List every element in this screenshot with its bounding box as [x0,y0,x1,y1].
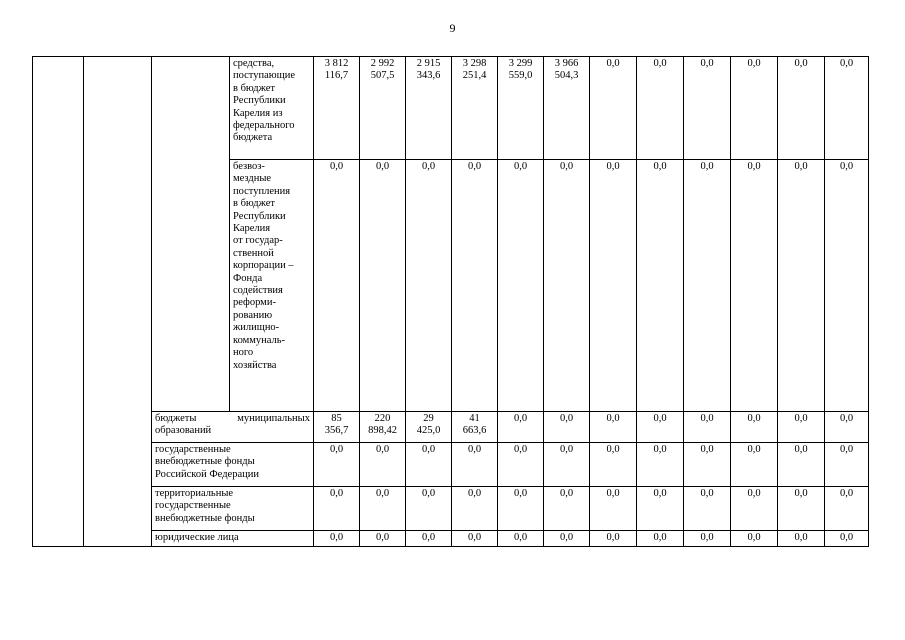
table-cell: 0,0 [778,531,825,547]
table-cell: 3 966 504,3 [544,57,590,160]
table-cell: 0,0 [452,487,498,531]
table-cell: 0,0 [590,412,637,443]
row-label: государственные внебюджетные фонды Российской Федерации [152,443,314,487]
table-cell: 0,0 [637,487,684,531]
row-label: средства, поступающие в бюджет Республики Карелия из федерального бюджета [230,57,314,160]
blank-cell [84,57,152,547]
row-label: бюджеты муниципальных образований [152,412,314,443]
table-cell: 0,0 [544,487,590,531]
table-cell: 0,0 [360,160,406,412]
table-cell: 0,0 [360,531,406,547]
table-row [33,443,869,487]
table-cell: 0,0 [825,443,869,487]
table-cell: 0,0 [825,487,869,531]
table-row [33,412,869,443]
table-cell: 0,0 [406,443,452,487]
row-label: безвоз- мездные поступления в бюджет Республики Карелия от государ- ственной корпорации – Фонда содействия реформи- рованию жилищно- коммуналь- ного хозяйства [230,160,314,412]
table-cell: 0,0 [778,412,825,443]
table-cell: 0,0 [778,487,825,531]
table-cell: 0,0 [637,531,684,547]
table-cell: 0,0 [406,531,452,547]
table-cell: 41 663,6 [452,412,498,443]
page-number: 9 [449,21,456,35]
table-cell: 0,0 [684,57,731,160]
table-cell: 0,0 [825,412,869,443]
table-cell: 0,0 [360,443,406,487]
table-cell: 0,0 [314,531,360,547]
table-cell: 0,0 [498,531,544,547]
table-cell: 0,0 [684,443,731,487]
table-cell: 0,0 [590,531,637,547]
table-row [33,531,869,547]
table-cell: 3 299 559,0 [498,57,544,160]
table-cell: 2 915 343,6 [406,57,452,160]
table-cell: 0,0 [452,531,498,547]
table-cell: 0,0 [498,160,544,412]
table-cell: 0,0 [637,443,684,487]
table-cell: 0,0 [825,57,869,160]
table-cell: 0,0 [360,487,406,531]
table-cell: 0,0 [590,57,637,160]
table-cell: 0,0 [778,160,825,412]
table-row [33,57,869,160]
table-cell: 0,0 [731,160,778,412]
table-cell: 0,0 [314,443,360,487]
row-label: юридические лица [152,531,314,547]
table-cell: 2 992 507,5 [360,57,406,160]
table-cell: 0,0 [452,443,498,487]
table-cell: 0,0 [544,443,590,487]
table-cell: 0,0 [498,443,544,487]
blank-cell [33,57,84,547]
table-cell: 0,0 [825,160,869,412]
table-cell: 0,0 [590,443,637,487]
table-cell: 0,0 [731,412,778,443]
table-cell: 85 356,7 [314,412,360,443]
table-cell: 0,0 [731,487,778,531]
table-cell: 0,0 [731,531,778,547]
blank-cell [152,57,230,412]
table-cell: 0,0 [731,57,778,160]
table-cell: 3 812 116,7 [314,57,360,160]
table-cell: 0,0 [778,443,825,487]
table-cell: 0,0 [684,487,731,531]
table-cell: 0,0 [544,160,590,412]
table-cell: 0,0 [637,160,684,412]
table-cell: 29 425,0 [406,412,452,443]
table-cell: 0,0 [637,57,684,160]
table-cell: 0,0 [498,487,544,531]
table-cell: 0,0 [544,412,590,443]
table-cell: 0,0 [590,487,637,531]
table-cell: 0,0 [590,160,637,412]
table-cell: 0,0 [825,531,869,547]
table-cell: 0,0 [314,160,360,412]
table-cell: 0,0 [731,443,778,487]
table-cell: 0,0 [452,160,498,412]
table-cell: 0,0 [406,160,452,412]
table-cell: 0,0 [544,531,590,547]
funding-table [32,56,869,547]
table-cell: 0,0 [314,487,360,531]
table-cell: 0,0 [684,412,731,443]
table-row [33,487,869,531]
table-cell: 0,0 [684,531,731,547]
table-cell: 3 298 251,4 [452,57,498,160]
table-cell: 0,0 [406,487,452,531]
table-cell: 0,0 [498,412,544,443]
table-cell: 220 898,42 [360,412,406,443]
table-cell: 0,0 [778,57,825,160]
table-cell: 0,0 [637,412,684,443]
table-cell: 0,0 [684,160,731,412]
row-label: территориальные государственные внебюджетные фонды [152,487,314,531]
